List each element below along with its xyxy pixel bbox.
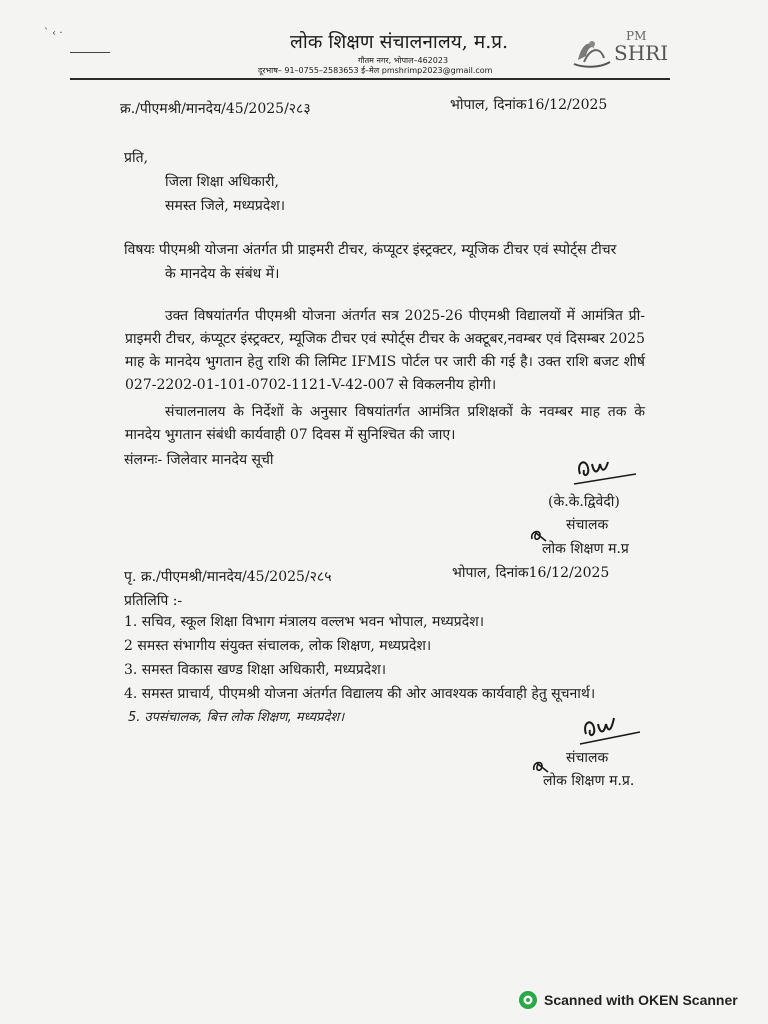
- enclosure-note: संलग्नः- जिलेवार मानदेय सूची: [124, 452, 274, 468]
- logo-shri-text: SHRI: [614, 41, 669, 65]
- place-date: भोपाल, दिनांक16/12/2025: [450, 97, 608, 113]
- signer-office: लोक शिक्षण म.प्र: [542, 541, 629, 557]
- scanner-text: Scanned with OKEN Scanner: [544, 992, 738, 1008]
- pm-shri-logo: [570, 22, 680, 72]
- subject-line-2: के मानदेय के संबंध में।: [165, 266, 280, 282]
- office-title: लोक शिक्षण संचालनालय, म.प्र.: [290, 31, 509, 53]
- copy-item-1: 1. सचिव, स्कूल शिक्षा विभाग मंत्रालय वल्लभ भवन भोपाल, मध्यप्रदेश।: [124, 614, 485, 630]
- copy-place-date: भोपाल, दिनांक16/12/2025: [452, 565, 610, 581]
- to-label: प्रति,: [124, 150, 149, 166]
- copy-item-3: 3. समस्त विकास खण्ड शिक्षा अधिकारी, मध्यप्रदेश।: [124, 662, 387, 678]
- signer-name: (के.के.द्विवेदी): [548, 494, 620, 510]
- corner-marks: ` ‹ ·: [44, 28, 63, 39]
- recipient-line-2: समस्त जिले, मध्यप्रदेश।: [165, 198, 286, 214]
- office-contact: दूरभाष– 91–0755–2583653 ई–मेल pmshrimp2023@gmail.com: [258, 66, 493, 75]
- body-paragraph-1: उक्त विषयांतर्गत पीएमश्री योजना अंतर्गत सत्र 2025-26 पीएमश्री विद्यालयों में आमंत्रित प्री-प्राइमरी टीचर, कंप्यूटर इंस्ट्रक्टर, म्यूजिक टीचर एवं स्पोर्ट्स टीचर के अक्टूबर,नवम्बर एवं दिसम्बर 2025 माह के मानदेय भुगतान हेतु राशि की लिमिट IFMIS पोर्टल पर जारी की गई है। उक्त राशि बजट शीर्ष 027-2202-01-101-0702-1121-V-42-007 से विकलनीय होगी।: [125, 308, 645, 393]
- handwritten-copy-item-5: 5. उपसंचालक, बित्त लोक शिक्षण, मध्यप्रदेश।: [128, 710, 345, 725]
- copy-label: प्रतिलिपि :-: [124, 593, 183, 609]
- subject-line-1: विषयः पीएमश्री योजना अंतर्गत प्री प्राइमरी टीचर, कंप्यूटर इंस्ट्रक्टर, म्यूजिक टीचर एवं स्पोर्ट्स टीचर: [124, 242, 617, 258]
- director-signature: [572, 452, 642, 490]
- corner-mark-line: [70, 52, 110, 53]
- logo-pm-text: PM: [626, 29, 647, 43]
- scanner-watermark: [518, 990, 738, 1010]
- copy-item-2: 2 समस्त संभागीय संयुक्त संचालक, लोक शिक्षण, मध्यप्रदेश।: [124, 638, 432, 654]
- copy-signer-title: संचालक: [566, 750, 609, 766]
- reference-number: क्र./पीएमश्री/मानदेय/45/2025/२८३: [120, 101, 311, 117]
- copy-signature: [578, 712, 648, 748]
- office-address: गौतम नगर, भोपाल–462023: [358, 56, 449, 65]
- copy-item-4: 4. समस्त प्राचार्य, पीएमश्री योजना अंतर्गत विद्यालय की ओर आवश्यक कार्यवाही हेतु सूचनार्थ।: [124, 686, 596, 702]
- copy-reference-number: पृ. क्र./पीएमश्री/मानदेय/45/2025/२८५: [124, 569, 332, 585]
- copy-signer-office: लोक शिक्षण म.प्र.: [543, 773, 635, 789]
- body-paragraph-2: संचालनालय के निर्देशों के अनुसार विषयांतर्गत आमंत्रित प्रशिक्षकों के नवम्बर माह तक के मानदेय भुगतान संबंधी कार्यवाही 07 दिवस में सुनिश्चित की जाए।: [125, 404, 645, 443]
- oken-scanner-icon: [518, 990, 538, 1010]
- recipient-line-1: जिला शिक्षा अधिकारी,: [165, 174, 279, 190]
- signer-title: संचालक: [566, 517, 609, 533]
- header-rule: [70, 78, 670, 80]
